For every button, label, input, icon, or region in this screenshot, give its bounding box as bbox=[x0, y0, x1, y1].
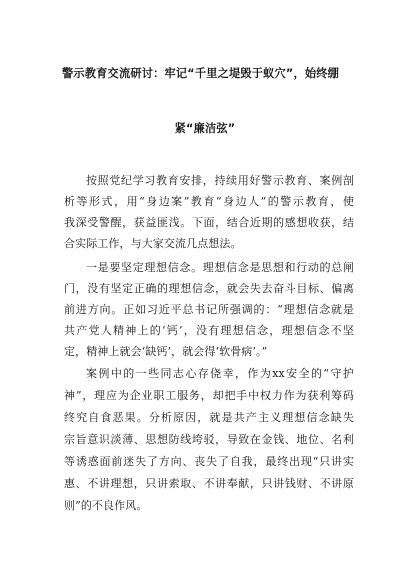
paragraph-3-line-6: 惠、不讲理想，只讲索取、不讲奉献，只讲钱财、不讲原 bbox=[64, 477, 354, 490]
paragraph-1-line-1: 按照党纪学习教育安排，持续用好警示教育、案例剖 bbox=[86, 174, 354, 187]
paragraph-3-line-5: 等诱惑面前迷失了方向、丧失了自我，最终出现“只讲实 bbox=[64, 455, 354, 468]
paragraph-2-line-4: 共产党人精神上的‘钙’，没有理想信念，理想信念不坚 bbox=[64, 324, 354, 337]
paragraph-3-line-3: 终究自食恶果。分析原因，就是共产主义理想信念缺失 bbox=[64, 411, 354, 424]
document-title-line-1: 警示教育交流研讨：牢记“千里之堤毁于蚁穴”，始终绷 bbox=[62, 67, 340, 80]
paragraph-1-line-3: 我深受警醒，获益匪浅。下面，结合近期的感想收获，结 bbox=[64, 216, 354, 229]
paragraph-2-line-1: 一是要坚定理想信念。理想信念是思想和行动的总闸 bbox=[86, 261, 354, 274]
paragraph-2-line-5: 定，精神上就会‘缺钙’，就会得‘软骨病’。” bbox=[64, 345, 268, 358]
paragraph-3-line-4: 宗旨意识淡薄、思想防线垮驳，导致在金钱、地位、名利 bbox=[64, 433, 354, 446]
paragraph-1-line-4: 合实际工作，与大家交流几点想法。 bbox=[64, 237, 242, 250]
paragraph-2-line-2: 门，没有坚定正确的理想信念，就会失去奋斗目标、偏离 bbox=[64, 282, 354, 295]
paragraph-3-line-7: 则”的不良作风。 bbox=[64, 499, 148, 512]
paragraph-3-line-2: 神”，理应为企业职工服务，却把手中权力作为获利筹码 bbox=[64, 389, 354, 402]
paragraph-2-line-3: 前进方向。正如习近平总书记所强调的：“理想信念就是 bbox=[64, 303, 354, 316]
paragraph-1-line-2: 析等形式，用“身边案”教育“身边人”的警示教育，使 bbox=[64, 195, 354, 208]
paragraph-3-line-1: 案例中的一些同志心存侥幸，作为xx安全的“守护 bbox=[86, 367, 354, 380]
document-title-line-2: 紧“廉洁弦” bbox=[174, 122, 236, 135]
